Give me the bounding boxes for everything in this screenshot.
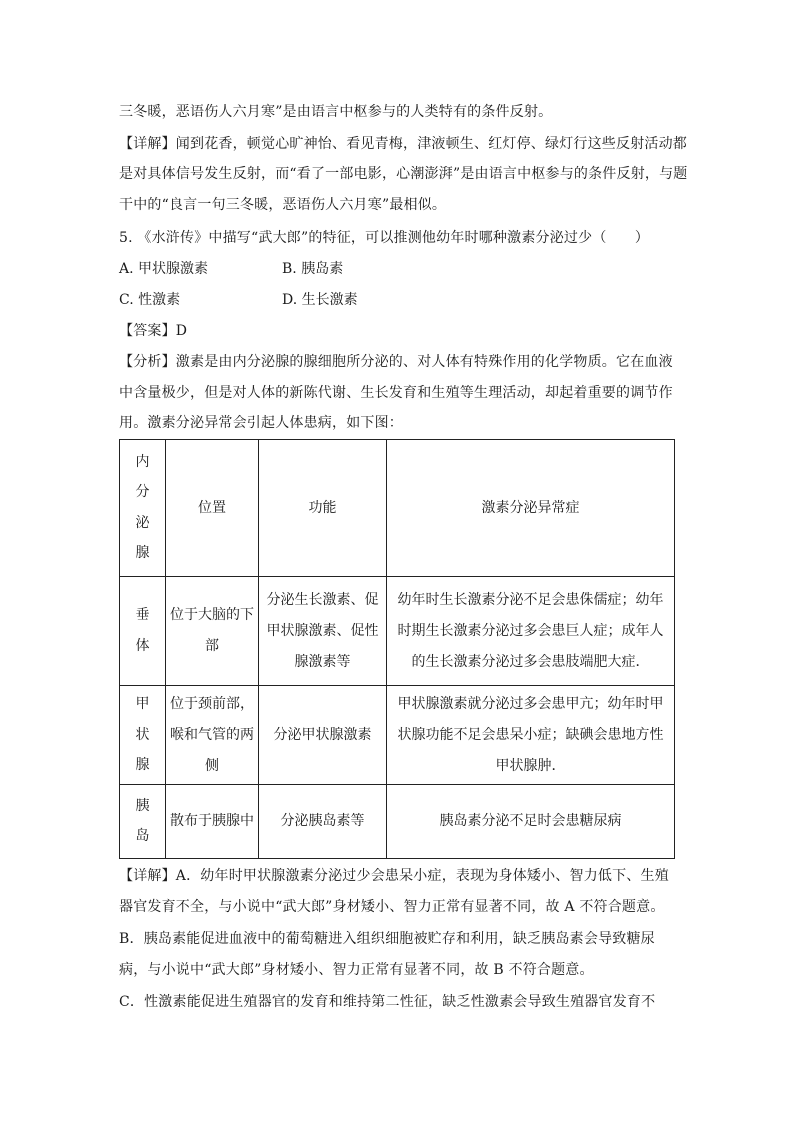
table-header-row	[120, 440, 675, 577]
endocrine-table	[119, 439, 675, 859]
cell-function: 分泌生长激素、促甲状腺激素、促性腺激素等	[259, 577, 387, 686]
question-5: 5. 《水浒传》中描写“武大郎”的特征，可以推测他幼年时哪种激素分泌过少（ ）	[119, 230, 650, 246]
cell-location: 散布于胰腺中	[166, 785, 259, 859]
answer-line: 【答案】D	[119, 323, 188, 339]
cell-disorder: 甲状腺激素就分泌过多会患甲亢；幼年时甲状腺功能不足会患呆小症；缺碘会患地方性甲状腺肿．	[387, 686, 675, 785]
detail-paragraph-line: 干中的“良言一句三冬暖，恶语伤人六月寒”最相似。	[119, 197, 447, 213]
detail-line: 病，与小说中“武大郎”身材矮小、智力正常有显著不同，故 B 不符合题意。	[119, 962, 594, 978]
detail-paragraph-line: 【详解】闻到花香，顿觉心旷神怡、看见青梅，津液顿生、红灯停、绿灯行这些反射活动都	[119, 136, 687, 152]
header-function: 功能	[259, 440, 387, 577]
header-gland: 内分泌腺	[120, 440, 166, 577]
cell-function: 分泌胰岛素等	[259, 785, 387, 859]
table-row	[120, 785, 675, 859]
option-b: B. 胰岛素	[282, 261, 344, 277]
option-c: C. 性激素	[119, 292, 181, 308]
cell-disorder: 幼年时生长激素分泌不足会患侏儒症；幼年时期生长激素分泌过多会患巨人症；成年人的生长激素分泌过多会患肢端肥大症．	[387, 577, 675, 686]
analysis-line: 用。激素分泌异常会引起人体患病，如下图：	[119, 415, 403, 431]
header-location: 位置	[166, 440, 259, 577]
text-line: 三冬暖，恶语伤人六月寒”是由语言中枢参与的人类特有的条件反射。	[119, 104, 553, 120]
table-row	[120, 686, 675, 785]
option-a: A. 甲状腺激素	[119, 261, 209, 277]
detail-paragraph-line: 是对具体信号发生反射，而“看了一部电影，心潮澎湃”是由语言中枢参与的条件反射，与题	[119, 166, 688, 182]
cell-function: 分泌甲状腺激素	[259, 686, 387, 785]
cell-disorder: 胰岛素分泌不足时会患糖尿病	[387, 785, 675, 859]
cell-location: 位于大脑的下部	[166, 577, 259, 686]
analysis-line: 【分析】激素是由内分泌腺的腺细胞所分泌的、对人体有特殊作用的化学物质。它在血液	[119, 354, 673, 370]
analysis-line: 中含量极少，但是对人体的新陈代谢、生长发育和生殖等生理活动，却起着重要的调节作	[119, 385, 673, 401]
detail-line: B．胰岛素能促进血液中的葡萄糖进入组织细胞被贮存和利用，缺乏胰岛素会导致糖尿	[119, 931, 655, 947]
cell-gland: 胰岛	[120, 785, 166, 859]
header-disorder: 激素分泌异常症	[387, 440, 675, 577]
table-row	[120, 577, 675, 686]
cell-location: 位于颈前部，喉和气管的两侧	[166, 686, 259, 785]
detail-line: 【详解】A．幼年时甲状腺激素分泌过少会患呆小症，表现为身体矮小、智力低下、生殖	[119, 868, 669, 884]
detail-line: 器官发育不全，与小说中“武大郎”身材矮小、智力正常有显著不同，故 A 不符合题意。	[119, 899, 665, 915]
cell-gland: 甲状腺	[120, 686, 166, 785]
detail-line: C．性激素能促进生殖器官的发育和维持第二性征，缺乏性激素会导致生殖器官发育不	[119, 994, 656, 1010]
option-d: D. 生长激素	[282, 292, 358, 308]
cell-gland: 垂体	[120, 577, 166, 686]
